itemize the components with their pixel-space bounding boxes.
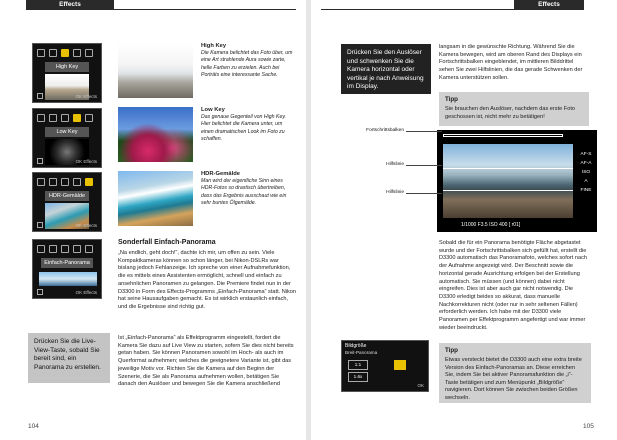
lcd-footer: OK Effects [75,290,97,295]
menu-subtitle: Breit-Panorama [345,350,378,355]
camera-lcd-hdr [32,172,102,232]
leader-line [406,193,442,194]
mic-icon [37,158,43,164]
tip-box-2 [439,343,591,403]
lcd-preview-image [39,272,97,286]
caption-text: Man wird der eigentliche Sinn eines HDR-Fotos so drastisch übertreiben, dass das Ergebnis ausschaut wie ein sehr buntes Ölgemälde. [201,178,287,206]
selected-size-marker [394,360,406,370]
caption-title: High Key [201,43,227,49]
effect-icons [37,114,97,124]
page-number: 105 [583,423,594,430]
low-key-caption [201,107,293,143]
body-paragraph-top: langsam in die gewünschte Richtung. Während Sie die Kamera bewegen, wird am oberen Rand des Displays ein Fortschrittsbalken eingeblendet, im mittleren Bilddrittel sehen Sie zwei Hilfslinien, die das gerade Schwenken der Kamera unterstützen sollen. [439,44,583,81]
menu-title: Bildgröße [345,343,367,349]
body-paragraph-1: „Na endlich, geht doch!“, dachte ich mir, um offen zu sein. Viele Kompaktkameras können so schon länger, bei Nikon-DSLRs war bislang jedoch Fehlanzeige. Ich spreche von einer Aufnahmefunktion, die es mittels eines Assistenten ermöglicht, schnell und einfach zu ansehnlichen Panoramen zu gelangen. Die Premiere findet nun in der D3300 in Form des Effects-Programms „Einfach-Panorama“ statt. Nikon hat seine Hausaufgaben gemacht. Es ist wirklich erstaunlich einfach, und die Ergebnisse sind richtig gut. [118,250,297,310]
mic-icon [37,93,43,99]
hdr-photo [118,171,193,226]
caption-title: HDR-Gemälde [201,171,240,177]
mic-icon [37,289,43,295]
live-view-screen [437,130,597,232]
live-view-image [443,144,573,218]
instruction-note: Drücken Sie den Auslöser und schwenken Sie die Kamera horizontal oder vertikal je nach Anweisung im Display. [341,44,431,94]
guide-line-2 [443,190,573,191]
camera-lcd-panorama [32,239,102,299]
page-number: 104 [28,423,39,430]
label-progress-bar: Fortschrittsbalken [366,128,404,133]
tab-rule [26,9,296,10]
leader-line [406,131,442,132]
mic-icon [37,222,43,228]
size-option-normal[interactable]: 1:1 [348,360,368,370]
lcd-mode-label: Low Key [45,127,89,137]
left-page [0,0,306,440]
chapter-tab: Effects [26,0,114,9]
low-key-photo [118,107,193,162]
effect-icons [37,178,97,188]
progress-bar [443,134,563,137]
body-paragraph-main: Sobald die für ein Panorama benötigte Fläche abgetastet wurde und der Fortschrittsbalken sich gefüllt hat, erstellt die D3300 automatisch das Panoramafoto, welches sofort nach der Aufnahme angezeigt wird. Der Beschnitt sowie die horizontal gerade Ausrichtung erfolgen bei der Erstellung automatisch. Sie müssen (und können) dabei nicht eingreifen. Dies ist aber auch gar nicht notwendig. Die D3300 erledigt beides so akkurat, dass manuelle Nachkorrekturen nicht (oder nur in sehr seltenen Fällen) erforderlich werden. Ich habe mit der D3300 viele Panoramen per Effektprogramm angefertigt und war immer wieder beeindruckt. [439,240,588,331]
hdr-caption [201,171,293,207]
size-option-wide[interactable]: 1.6x [348,372,368,382]
high-key-caption [201,43,293,79]
lcd-mode-label: HDR-Gemälde [45,191,89,201]
lcd-mode-label: High Key [45,62,89,72]
chapter-tab: Effects [514,0,584,9]
camera-lcd-high-key [32,43,102,103]
label-guide-line-2: Hilfslinie [386,190,404,195]
tip-title: Tipp [445,96,458,103]
tip-title: Tipp [445,347,458,354]
lcd-footer: OK Effects [75,94,97,99]
section-title: Sonderfall Einfach-Panorama [118,239,216,246]
live-view-readout: 1/1000 F3.5 ISO 400 [ r01] [461,222,521,228]
caption-text: Die Kamera belichtet das Foto über, um eine Art strahlende Aura sowie zarte, helle Farben zu erzielen. Auch bei Porträts eine interessante Sache. [201,50,293,78]
body-paragraph-2: Ist „Einfach-Panorama“ als Effektprogramm eingestellt, fordert die Kamera Sie dazu auf Live View zu starten, sofern Sie dies nicht bereits getan haben. Sie können Panoramen sowohl im Hoch- als auch im Querformat aufnehmen; welches die geeignetere Variante ist, gibt das jeweilige Motiv vor. Richten Sie die Kamera auf den Beginn der Szenerie, die Sie als Panorama aufnehmen wollen, betätigen Sie danach den Auslöser und bewegen Sie die Kamera anschließend [118,335,294,388]
label-guide-line-1: Hilfslinie [386,162,404,167]
caption-title: Low Key [201,107,225,113]
tab-rule [321,9,584,10]
effect-icons [37,245,97,255]
high-key-photo [118,43,193,98]
caption-text: Das genaue Gegenteil von High Key. Hier belichtet die Kamera unter, um einen dramatischen Look im Foto zu schaffen. [201,114,286,142]
menu-hint: OK [417,383,424,388]
camera-lcd-low-key [32,108,102,168]
leader-line [406,165,442,166]
tip-text: Sie brauchen den Auslöser, nachdem das erste Foto geschossen ist, nicht mehr zu betätigen! [445,106,575,120]
lcd-footer: OK Effects [75,159,97,164]
lcd-mode-label: Einfach-Panorama [41,258,93,268]
tip-text: Etwas versteckt bietet die D3300 auch eine extra breite Version des Einfach-Panoramas an. Diese erreichen Sie, indem Sie bei aktiver Panoramafunktion die „i“-Taste betätigen und zum Menüpunkt „Bildgröße“ navigieren. Dort können Sie zwischen beiden Größen wechseln. [445,357,582,401]
tip-box-1 [439,92,589,126]
guide-line-1 [443,168,573,169]
lcd-footer: OK Effects [75,223,97,228]
live-view-side-readout: AF-S AF-A ISO A FINE [580,152,592,193]
image-size-menu [341,340,429,392]
effect-icons [37,49,97,59]
side-note: Drücken Sie die Live-View-Taste, sobald Sie bereit sind, ein Panorama zu erstellen. [28,333,110,383]
right-page [311,0,617,440]
